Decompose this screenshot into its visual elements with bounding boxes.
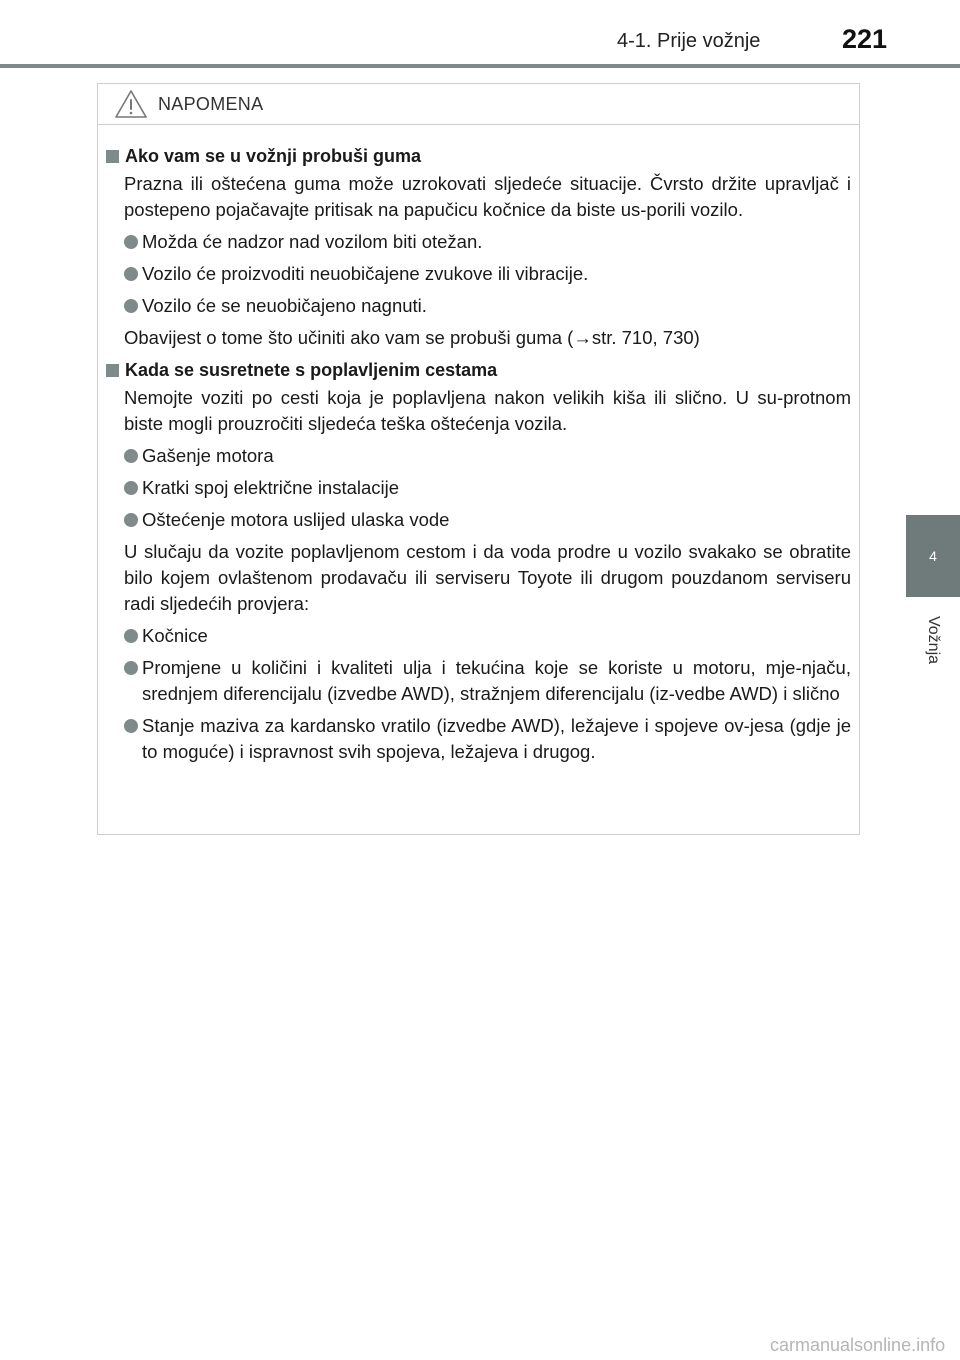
round-bullet-icon [124, 299, 138, 313]
round-bullet-icon [124, 661, 138, 675]
list-item: Oštećenje motora uslijed ulaska vode [106, 507, 851, 533]
notice-header [98, 84, 859, 125]
list-item: Kratki spoj električne instalacije [106, 475, 851, 501]
round-bullet-icon [124, 267, 138, 281]
round-bullet-icon [124, 719, 138, 733]
round-bullet-icon [124, 629, 138, 643]
list-item: Možda će nadzor nad vozilom biti otežan. [106, 229, 851, 255]
round-bullet-icon [124, 449, 138, 463]
paragraph: Prazna ili oštećena guma može uzrokovati sljedeće situacije. Čvrsto držite upravljač i postepeno pojačavajte pritisak na papučicu kočnice da biste us-porili vozilo. [124, 173, 851, 220]
round-bullet-icon [124, 235, 138, 249]
chapter-label: Vožnja [925, 615, 942, 665]
header-divider [0, 64, 960, 68]
round-bullet-icon [124, 481, 138, 495]
round-bullet-icon [124, 513, 138, 527]
chapter-number: 4 [929, 548, 937, 564]
section-heading: Ako vam se u vožnji probuši guma [106, 143, 851, 169]
paragraph: U slučaju da vozite poplavljenom cestom i da voda prodre u vozilo svakako se obratite bilo kojem ovlaštenom prodavaču ili serviseru Toyote ili drugom pouzdanom serviseru radi sljedećih provjera: [124, 541, 851, 614]
site-watermark: carmanualsonline.info [770, 1335, 946, 1355]
page-reference[interactable]: Obavijest o tome što učiniti ako vam se probuši guma (→str. 710, 730) [124, 327, 700, 348]
list-item: Promjene u količini i kvaliteti ulja i tekućina koje se koriste u motoru, mje-njaču, srednjem diferencijalu (izvedbe AWD), stražnjem diferencijalu (iz-vedbe AWD) i slično [106, 655, 851, 707]
notice-box [97, 83, 860, 835]
notice-title: NAPOMENA [158, 93, 264, 114]
list-item: Stanje maziva za kardansko vratilo (izvedbe AWD), ležajeve i spojeve ov-jesa (gdje je to moguće) i ispravnost svih spojeva, ležajeva i drugog. [106, 713, 851, 765]
section-heading: Kada se susretnete s poplavljenim cestama [106, 357, 851, 383]
page-number: 221 [842, 24, 888, 54]
notice-body [98, 125, 859, 765]
list-item: Gašenje motora [106, 443, 851, 469]
list-item: Vozilo će se neuobičajeno nagnuti. [106, 293, 851, 319]
square-bullet-icon [106, 364, 119, 377]
square-bullet-icon [106, 150, 119, 163]
list-item: Kočnice [106, 623, 851, 649]
paragraph: Nemojte voziti po cesti koja je poplavljena nakon velikih kiša ili slično. U su-protnom biste mogli prouzročiti sljedeća teška oštećenja vozila. [124, 387, 851, 434]
section-title: 4-1. Prije vožnje [617, 30, 761, 52]
warning-triangle-icon [114, 89, 148, 119]
chapter-tab[interactable] [906, 515, 960, 597]
list-item: Vozilo će proizvoditi neuobičajene zvukove ili vibracije. [106, 261, 851, 287]
